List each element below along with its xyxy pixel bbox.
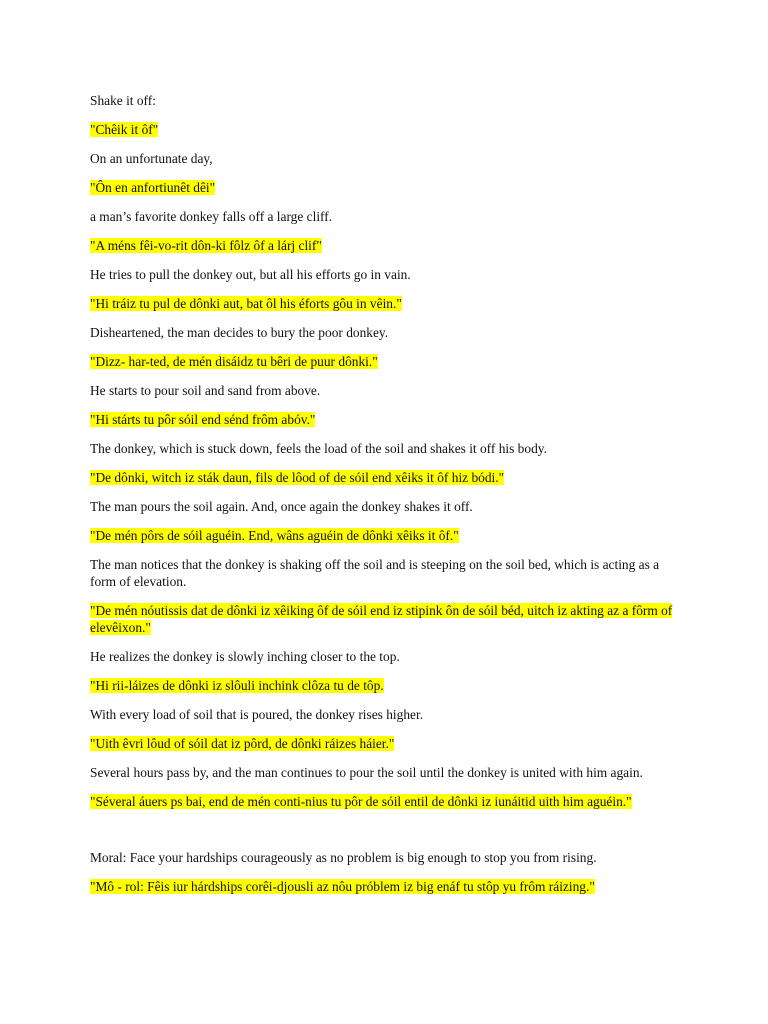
highlighted-line: "De mén nóutissis dat de dônki iz xêiking ôf de sóil end iz stipink ôn de sóil béd, uitch iz akting az a fôrm of elevêixon." <box>90 603 673 635</box>
highlighted-line: "Ôn en anfortiunêt dêi" <box>90 180 216 195</box>
highlighted-line: "Hi tráiz tu pul de dônki aut, bat ôl his éforts gôu in vêin." <box>90 296 402 311</box>
text-line: He realizes the donkey is slowly inching closer to the top. <box>90 649 400 664</box>
paragraph-gap <box>90 822 682 849</box>
highlighted-line: "Chêik it ôf" <box>90 122 159 137</box>
text-line: The donkey, which is stuck down, feels the load of the soil and shakes it off his body. <box>90 441 547 456</box>
text-line: The man notices that the donkey is shaking off the soil and is steeping on the soil bed, which is acting as a form of elevation. <box>90 557 660 589</box>
highlighted-line: "Uith êvri lôud of sóil dat iz pôrd, de dônki ráizes háier." <box>90 736 395 751</box>
text-line: With every load of soil that is poured, the donkey rises higher. <box>90 707 424 722</box>
highlighted-line: "Dizz- har-ted, de mén disáidz tu bêri de puur dônki." <box>90 354 378 369</box>
highlighted-moral-line: "Mô - rol: Fêis iur hárdships corêi-djousli az nôu próblem iz big enáf tu stôp yu frôm ráizing." <box>90 879 595 894</box>
text-line: Shake it off: <box>90 93 156 108</box>
highlighted-line: "Séveral áuers ps bai, end de mén conti-nius tu pôr de sóil entil de dônki iz iunáitid uith him aguéin." <box>90 794 632 809</box>
highlighted-line: "De mén pôrs de sóil aguéin. End, wâns aguéin de dônki xêiks it ôf." <box>90 528 459 543</box>
document-body <box>90 92 682 907</box>
text-line: He tries to pull the donkey out, but all his efforts go in vain. <box>90 267 411 282</box>
highlighted-line: "A méns fêi-vo-rit dôn-ki fôlz ôf a lárj clif" <box>90 238 322 253</box>
highlighted-line: "Hi stárts tu pôr sóil end sénd frôm abóv." <box>90 412 316 427</box>
moral-line: Moral: Face your hardships courageously as no problem is big enough to stop you from rising. <box>90 850 597 865</box>
highlighted-line: "De dônki, witch iz sták daun, fils de lôod of de sóil end xêiks it ôf hiz bódi." <box>90 470 505 485</box>
highlighted-line: "Hi rii-láizes de dônki iz slôuli inchink clôza tu de tôp. <box>90 678 384 693</box>
text-line: The man pours the soil again. And, once again the donkey shakes it off. <box>90 499 473 514</box>
text-line: He starts to pour soil and sand from above. <box>90 383 321 398</box>
text-line: On an unfortunate day, <box>90 151 213 166</box>
text-line: a man’s favorite donkey falls off a large cliff. <box>90 209 333 224</box>
text-line: Disheartened, the man decides to bury the poor donkey. <box>90 325 389 340</box>
text-line: Several hours pass by, and the man continues to pour the soil until the donkey is united with him again. <box>90 765 643 780</box>
